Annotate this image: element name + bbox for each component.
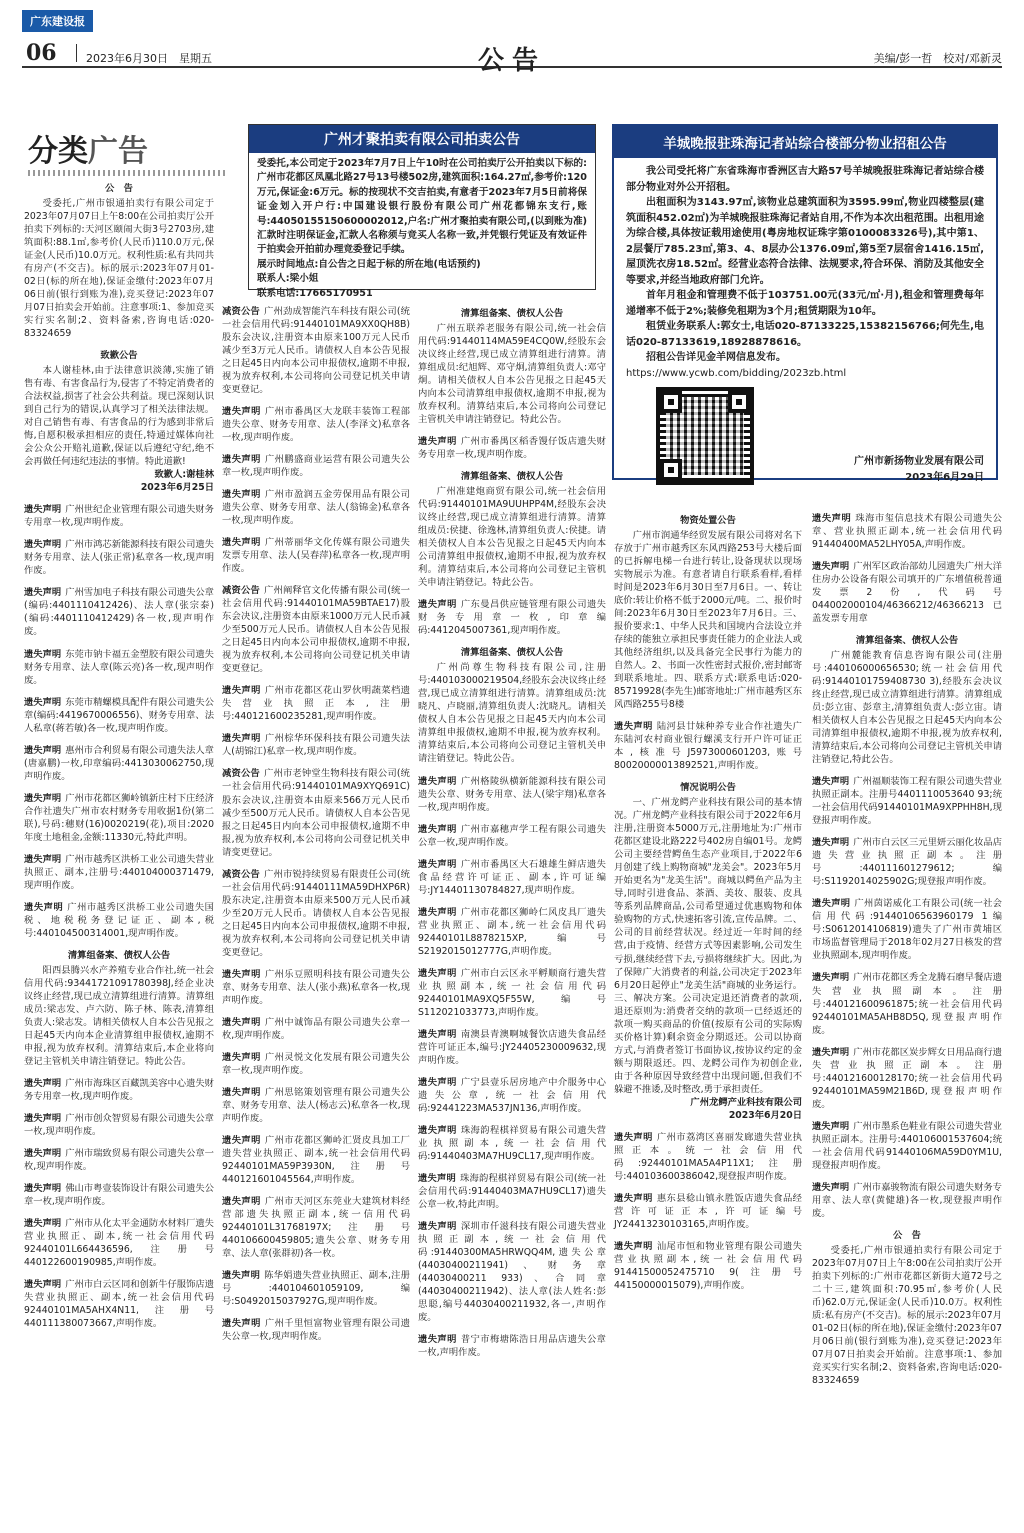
statement-tag: 遗失声明 xyxy=(222,406,261,418)
notice-title: 清算组备案、债权人公告 xyxy=(67,949,171,961)
loss-statement xyxy=(812,775,1002,827)
notice-title: 清算组备案、债权人公告 xyxy=(460,308,564,319)
notice-body: 广州准建炮商贸有限公司,统一社会信用代码:91440101MA9UUHPP4M,经股东会决议终止经营,现已成立清算组进行清算。清算组成员:侯捷、徐逸林,清算组负责人:侯捷。请相关债权人自本公告见报之日起45天内向本公司清算组申报债权,逾期不申报,视为放弃权利。清算结束后,本公司将向公司登记主管机关申请注销登记。特此公告。 xyxy=(418,486,606,589)
statement-tag: 遗失声明 xyxy=(418,1220,457,1232)
statement-tag: 减资公告 xyxy=(222,768,260,780)
loss-statement xyxy=(812,897,1002,962)
notice-title: 公 告 xyxy=(893,1229,921,1241)
statement-tag: 减资公告 xyxy=(222,306,260,317)
loss-statement xyxy=(24,1278,214,1330)
statement-tag: 遗失声明 xyxy=(222,1195,261,1207)
statement-tag: 遗失声明 xyxy=(222,968,261,980)
loss-statement xyxy=(222,1016,410,1042)
statement-tag: 遗失声明 xyxy=(222,1051,261,1063)
notice-body: 本人谢桂林,由于法律意识淡薄,实施了销售有毒、有害食品行为,侵害了不特定消费者的合法权益,损害了社会公共利益。现已深刻认识到自己行为的错误,认真学习了相关法律法规。对自己销售有毒、有害食品的行为感到非常后悔,自愿积极承担相应的责任,特通过媒体向社会公众公开赔礼道歉,保证以后遵纪守纪,绝不会再做任何违纪违法的事情。特此道歉! xyxy=(24,365,214,468)
statement-text: 广州市瑞致贸易有限公司遗失公章一枚,现声明作废。 xyxy=(24,1148,214,1173)
statement-text: 广东曼昌供应链管理有限公司遗失财务专用章一枚,印章编码:4412045007361,现声明作废。 xyxy=(418,599,606,637)
statement-tag: 遗失声明 xyxy=(24,1112,62,1124)
statement-tag: 遗失声明 xyxy=(222,685,261,697)
loss-statement xyxy=(812,1046,1002,1111)
statement-text: 广州市花都区花山罗伙明蔬菜档遗失营业执照正本,注册号:440121600235281,现声明作废。 xyxy=(222,685,410,723)
statement-tag: 遗失声明 xyxy=(418,1334,457,1346)
statement-tag: 遗失声明 xyxy=(222,489,261,501)
statement-text: 广州市创众智贸易有限公司遗失公章一枚,现声明作废。 xyxy=(24,1112,214,1137)
loss-statement xyxy=(812,1120,1002,1172)
auction-notice-2 xyxy=(812,1229,1002,1387)
column-3 xyxy=(418,305,606,1368)
loss-statement xyxy=(24,538,214,577)
statement-text: 广州市老钟堂生物科技有限公司(统一社会信用代码:91440101MA9XYQ691C)股东会决议,注册资本由原来566万元人民币减少至500万元人民币。请债权人自本公告见报之日起45日内向本公司申报债权,逾期不申报,视为放弃权利,本公司将向公司登记机关申请变更登记。 xyxy=(222,768,410,858)
auction-viewing: 展示时间地点:自公告之日起于标的所在地(电话预约) xyxy=(257,258,481,270)
loss-statement xyxy=(418,1172,606,1211)
auction-notice-title: 广州才聚拍卖有限公司拍卖公告 xyxy=(249,125,595,153)
statement-tag: 遗失声明 xyxy=(812,776,850,788)
statement-text: 广州市荔湾区喜丽发廊遗失营业执照正本。统一社会信用代码:92440101MA5A4P11X1;注册号:440103600386042,现登报声明作废。 xyxy=(614,1131,802,1182)
loss-statement xyxy=(614,1240,802,1292)
loss-statement xyxy=(812,836,1002,888)
category-title xyxy=(28,126,148,170)
loss-statement xyxy=(24,503,214,529)
statement-text: 广州市花都区狮岭汇贤皮具加工厂遗失营业执照正、副本,统一社会信用代码92440101MA59P3930N,注册号440121601045564,声明作废。 xyxy=(222,1134,410,1185)
statement-tag: 遗失声明 xyxy=(222,1134,261,1146)
statement-text: 广州雪加电子科技有限公司遗失公章(编码:4401110412426)、法人章(张宗泰)(编码:4401110412429)各一枚,现声明作废。 xyxy=(24,587,214,638)
loss-statement xyxy=(24,792,214,844)
tender-company: 广州市新扬物业发展有限公司 xyxy=(854,456,984,467)
loss-statement xyxy=(222,868,410,959)
statement-text: 广州市墨系色鞋业有限公司遗失营业执照正副本。注册号:440106001537604;统一社会信用代码91440106MA59D0YM1U,现登报声明作废。 xyxy=(812,1120,1002,1171)
tender-url[interactable]: https://www.ycwb.com/bidding/2023zb.html xyxy=(626,367,847,379)
loss-statement xyxy=(24,901,214,940)
loss-statement xyxy=(222,488,410,527)
statement-tag: 遗失声明 xyxy=(812,972,850,984)
statement-text: 深圳市仟滋科技有限公司遗失营业执照正副本,统一社会信用代码:91440300MA5HRWQQ4M,遗失公章(44030400211941)、财务章(44030400211 933)、合同章(44030400211942)、法人章(法人姓名:彭思聪,编号44030400211932,各一,声明作废。 xyxy=(418,1220,606,1324)
statement-text: 广州世纪企业管理有限公司遗失财务专用章一枚,现声明作废。 xyxy=(24,504,214,529)
column-5 xyxy=(812,512,1002,1396)
loss-statement xyxy=(614,720,802,772)
asset-disposal-notice xyxy=(614,514,802,711)
statement-tag: 遗失声明 xyxy=(24,1148,62,1159)
loss-statement xyxy=(24,586,214,638)
statement-text: 普宁市梅塘陈浩日用品店遗失公章一枚,声明作废。 xyxy=(418,1334,606,1359)
statement-tag: 遗失声明 xyxy=(222,454,261,466)
liquidation-notice xyxy=(418,470,606,589)
statement-text: 广州市天河区东莞业大建筑材料经营部遗失执照正副本,统一信用代码92440101L31768197X;注册号440106600459805;遗失公章、财务专用章、法人章(张群初)各一枚。 xyxy=(222,1195,410,1259)
tender-para-4: 租赁业务联系人:郭女士,电话020-87133225,15382156766;何先生,电话020-87133619,18928878616。 xyxy=(626,321,984,348)
statement-tag: 遗失声明 xyxy=(812,513,852,524)
statement-tag: 遗失声明 xyxy=(222,1269,261,1281)
apology-date: 2023年6月25日 xyxy=(140,482,214,494)
statement-text: 东莞市钠卡福五金塑胶有限公司遗失财务专用章、法人章(陈云亮)各一枚,现声明作废。 xyxy=(24,648,214,686)
loss-statement xyxy=(418,1333,606,1359)
statement-text: 惠州市合利贸易有限公司遗失法人章(唐嘉鹏)一枚,印章编码:4413030062750,现声明作废。 xyxy=(24,744,214,782)
loss-statement xyxy=(222,1134,410,1186)
statement-text: 惠东县稔山镇永胜饭店遗失食品经营许可证正本,许可证编号JY24413230103165,声明作废。 xyxy=(614,1192,802,1230)
statement-text: 广州市番禺区大龙联丰装饰工程部遗失公章、财务专用章、法人(李泽文)私章各一枚,现声明作废。 xyxy=(222,406,410,444)
statement-text: 广州军区政治部幼儿园遗失广州大洋住房办公设备有限公司填开的广东增值税普通发票2份,代码号044002000104/46366212/46366213已盖发票专用章 xyxy=(812,561,1002,625)
notice-body: 一、广州龙鳄产业科技有限公司的基本情况。广州龙鳄产业科技有限公司于2022年6月注册,注册资本5000万元,注册地址为:广州市花都区建设北路222号402房自编01号。龙鳄公司主要经营鳄鱼生态产业项目,于2022年6月创建了线上购物商城"龙美会"。2023年5月开始更名为"龙美生活"。商城以鳄鱼产品为主导,同时引进食品、茶酒、美妆、服装、皮具等系列品牌商品,公司希望通过优惠购物和体验购物的方式,快速拓客引流,宣传品牌。二、公司的目前经营状况。经过近一年时间的经营,由于疫情、经营方式等因素影响,公司发生亏损,继续经营下去,亏损将继续扩大。因此,为了保障广大消费者的利益,公司决定于2023年6月20日起停止"龙美生活"商城的业务运行。三、解决方案。公司决定退还消费者的款项,退还原则为:消费者交纳的款项一已经返还的款项一购买商品的价值(按原有公司的实际购买价格计算)剩余资金分期返还。公司以协商方式,与消费者签订书面协议,按协议约定的金额与期限返还。四、龙鳄公司作为初创企业,由于各种原因导致经营中出现问题,但我们不躲避不推诿,及时整改,勇于承担责任。 xyxy=(614,797,802,1095)
loss-statement xyxy=(222,1086,410,1125)
loss-statement xyxy=(222,584,410,675)
liquidation-notice xyxy=(418,646,606,765)
statement-tag: 遗失声明 xyxy=(24,1218,62,1230)
auction-contact: 联系人:梁小姐 xyxy=(257,273,319,285)
notice-body: 广州麓能教育信息咨询有限公司(注册号:440106000656530;统一社会信用代码:91440101759408730 3),经股东会决议终止经营,现已成立清算组进行清算。清算组成员:彭立宙、彭章主,清算组负责人:彭立宙。请相关债权人自本公告见报之日起45天内向本公司清算组申报债权,逾期不申报,视为放弃权利,清算结束后,本公司将向公司登记主管机关申请注销登记,特此公告。 xyxy=(812,650,1002,766)
statement-tag: 遗失声明 xyxy=(614,1131,653,1143)
statement-text: 广州市花都区秀全龙腾石磨早餐店遗失营业执照副本。注册号:440121600961875;统一社会信用代码92440101MA5AHB8D5Q,现登报声明作废。 xyxy=(812,972,1002,1036)
statement-text: 广州市番禺区大石雄雄生鲜店遗失食品经营许可证正、副本,许可证编号:JY14401130784827,现声明作废。 xyxy=(418,858,606,896)
tender-para-3: 首年月租金和管理费不低于103751.00元(33元/㎡·月),租金和管理费每年递增率不低于2%;装修免租期为3个月;租赁期限为10年。 xyxy=(626,290,984,317)
statement-text: 广州千里恒富物业管理有限公司遗失公章一枚,现声明作废。 xyxy=(222,1318,410,1343)
statement-tag: 遗失声明 xyxy=(418,1076,457,1088)
statement-tag: 遗失声明 xyxy=(418,967,457,979)
notice-title: 清算组备案、债权人公告 xyxy=(460,471,564,483)
statement-text: 广宁县壹乐居房地产中介服务中心遗失公章,统一社会信用代码:92441223MA537JN136,声明作废。 xyxy=(418,1076,606,1114)
statement-tag: 遗失声明 xyxy=(614,1240,653,1252)
loss-statement xyxy=(812,512,1002,551)
qr-code-icon xyxy=(656,387,754,485)
loss-statement xyxy=(222,767,410,858)
notice-body: 广州市润通华经贸发展有限公司将对名下存放于广州市越秀区东风西路253号大楼后面的已拆解电梯一台进行转让,设备现状以现场实物展示为准。有意者请自行联系看样,看样时间是2023年6月30日至7月6日。一、转让底价:转让价格不低于2000元/吨。二、报价时间:2023年6月30日至2023年7月6日。三、报价要求:1、中华人民共和国境内合法设立并存续的能独立承担民事责任能力的企业法人或其他经济组织,以及具备完全民事行为能力的自然人。2、书面一次性密封式报价,密封邮寄到联系地址。四、联系方式:联系电话:020-85719928(李先生)邮寄地址:广州市越秀区东风西路255号8楼 xyxy=(614,530,802,711)
statement-text: 广州茵诺威化工有限公司(统一社会信用代码:91440106563960179 1编号:S0612014106819)遗失了广州市黄埔区市场监督管理局于2018年02月27日核发的营业执照副本,现声明作废。 xyxy=(812,898,1002,962)
column-2 xyxy=(222,305,410,1352)
section-title: 公告 xyxy=(477,46,546,76)
loss-statement xyxy=(24,1217,214,1269)
statement-tag: 遗失声明 xyxy=(24,504,62,516)
statement-text: 广州阐释官文化传播有限公司(统一社会信用代码:91440101MA59BTAE17)股东会决议,注册资本由原来1000万元人民币减少至500万元人民币。请债权人自本公告见报之日起45日内向本公司申报债权,逾期不申报,视为放弃权利,本公司将向公司登记机关申请变更登记。 xyxy=(222,585,410,675)
notice-body: 受委托,广州市银通拍卖行有限公司定于2023年07月07日上午8:00在公司拍卖厅公开拍卖下列标的:广州市花都区新街大道72号之二十三,建筑面积:70.95㎡,参考价(人民币)62.0万元,保证金(人民币)10.0万。权利性质:私有房产(不交吉)。标的展示:2023年07月01-02日(标的所在地),保证金缴付:2023年07月06日前(银行到账为准),竞买登记:2023年07月07日拍卖会开始前。注意事项:1、参加竞买实行实名制;2、资料备索,咨询电话:020-83324659 xyxy=(812,1244,1002,1386)
statement-tag: 遗失声明 xyxy=(24,587,62,599)
statement-tag: 遗失声明 xyxy=(222,1086,261,1098)
statement-text: 广州格陵纵横新能源科技有限公司遗失公章、财务专用章、法人(梁宇翔)私章各一枚,现声明作废。 xyxy=(418,775,606,813)
statement-text: 广州灵悦文化发展有限公司遗失公章一枚,现声明作废。 xyxy=(222,1051,410,1076)
tender-date: 2023年6月29日 xyxy=(905,471,984,483)
loss-statement xyxy=(418,1220,606,1324)
statement-tag: 遗失声明 xyxy=(24,744,62,756)
notice-body: 广州五联养老服务有限公司,统一社会信用代码:91440114MA59E4CQ0W,经股东会决议终止经营,现已成立清算组进行清算。清算组成员:纪旭辉、邓守炯,清算组负责人:邓守炯。请相关债权人自本公告见报之日起45天内向本公司清算组申报债权,逾期不申报,视为放弃权利。清算结束后,本公司将向公司登记主管机关申请注销登记。特此公告。 xyxy=(418,323,606,426)
notice-body: 阳西县腾兴水产养殖专业合作社,统一社会信用代码:93441721091780398J,经企业决议终止经营,现已成立清算组进行清算。清算组成员:梁志发、卢六防、陈子林、陈表,清算组负责人:梁志发。请相关债权人自本公告见报之日起45天内向本企业清算组申报债权,逾期不申报,视为放弃权利。清算结束后,本企业将向登记主管机关申请注销登记。特此公告。 xyxy=(24,964,214,1067)
statement-tag: 遗失声明 xyxy=(418,823,457,835)
statement-text: 广州市越秀区洪桥工业公司遗失营业执照正、副本,注册号:440104000371479,现声明作废。 xyxy=(24,853,214,891)
loss-statement xyxy=(222,1051,410,1077)
auction-notice-box xyxy=(248,124,596,299)
page-header xyxy=(22,10,1002,76)
statement-text: 广州市嘉穗声学工程有限公司遗失公章一枚,现声明作废。 xyxy=(418,823,606,848)
tender-para-5: 招租公告详见金羊网信息发布。 xyxy=(646,352,786,363)
statement-tag: 遗失声明 xyxy=(812,1181,850,1193)
statement-tag: 遗失声明 xyxy=(418,858,457,870)
loss-statement xyxy=(24,853,214,892)
notice-title: 清算组备案、债权人公告 xyxy=(460,647,564,659)
loss-statement xyxy=(222,536,410,575)
loss-statement xyxy=(418,906,606,958)
notice-title: 公 告 xyxy=(105,183,133,194)
statement-text: 广州福顺装饰工程有限公司遗失营业执照正副本。注册号4401110053640 93;统一社会信用代码91440101MA9XPPHH8H,现登报声明作废。 xyxy=(812,776,1002,827)
loss-statement xyxy=(222,305,410,396)
newspaper-name: 广东建设报 xyxy=(22,10,93,32)
statement-tag: 遗失声明 xyxy=(614,721,653,733)
statement-tag: 减资公告 xyxy=(222,585,260,597)
statement-tag: 遗失声明 xyxy=(24,1279,62,1291)
loss-statement xyxy=(222,405,410,444)
situation-date: 2023年6月20日 xyxy=(728,1109,802,1121)
statement-text: 陆河县廿妹种养专业合作社遗失广东陆河农村商业银行螺溪支行开户许可证正本,核准号J5973000601203,账号80020000013892521,声明作废。 xyxy=(614,721,802,772)
statement-text: 佛山市粤壹装饰设计有限公司遗失公章一枚,现声明作废。 xyxy=(24,1183,214,1208)
notice-title: 清算组备案、债权人公告 xyxy=(855,635,959,647)
loss-statement xyxy=(24,1077,214,1103)
statement-text: 广州市嘉骏物流有限公司遗失财务专用章、法人章(黄健雄)各一枚,现登报声明作废。 xyxy=(812,1181,1002,1219)
loss-statement xyxy=(812,971,1002,1036)
loss-statement xyxy=(812,1181,1002,1220)
statement-text: 广州市番禺区稻香馒仔饭店遗失财务专用章一枚,现声明作废。 xyxy=(418,436,606,461)
loss-statement xyxy=(614,1192,802,1231)
tender-notice-box xyxy=(612,124,998,483)
statement-text: 广州市花都区狮岭镇新庄村下庄经济合作社遗失广州市农村财务专用收据1份(第二联),号码:穗财(16)0020219(花),项目:2020年度土地租金,金额:11330元,特此声明。 xyxy=(24,792,214,843)
statement-tag: 遗失声明 xyxy=(24,1077,62,1089)
statement-tag: 遗失声明 xyxy=(418,1172,456,1184)
statement-tag: 遗失声明 xyxy=(24,539,62,551)
statement-text: 广州市白云区三元里妍云丽化妆品店遗失营业执照正副本。注册号:440111601279612;编号:S1192014025902G;现登报声明作废。 xyxy=(812,837,1002,888)
statement-text: 陈华娟遗失营业执照正、副本,注册号:440104601059109,编号:S0492015037927G,现声明作废。 xyxy=(222,1269,410,1308)
statement-tag: 遗失声明 xyxy=(24,696,62,708)
statement-tag: 减资公告 xyxy=(222,868,260,880)
loss-statement xyxy=(418,1028,606,1067)
notice-title: 致歉公告 xyxy=(100,350,138,362)
loss-statement xyxy=(418,435,606,461)
loss-statement xyxy=(222,732,410,758)
issue-date: 2023年6月30日 星期五 xyxy=(86,52,212,65)
category-title-part1: 分类 xyxy=(28,134,88,169)
loss-statement xyxy=(418,858,606,897)
statement-tag: 遗失声明 xyxy=(418,436,457,448)
liquidation-notice xyxy=(812,634,1002,766)
statement-tag: 遗失声明 xyxy=(418,1028,457,1040)
statement-text: 南澳县青澳啊城餐饮店遗失食品经营许可证正本,编号:JY24405230009632,现声明作废。 xyxy=(418,1028,606,1066)
loss-statement xyxy=(418,598,606,637)
statement-tag: 遗失声明 xyxy=(222,1318,261,1330)
statement-text: 广州市海珠区百藏凯美容中心遗失财务专用章一枚,现声明作废。 xyxy=(24,1077,214,1102)
statement-text: 汕尾市恒和物业管理有限公司遗失营业执照副本,统一社会信用代码91441500052475710 9(注册号44150000015079),声明作废。 xyxy=(614,1240,802,1291)
statement-text: 广州市鸿芯新能源科技有限公司遗失财务专用章、法人(张正常)私章各一枚,现声明作废。 xyxy=(24,539,214,577)
loss-statement xyxy=(418,1124,606,1163)
statement-text: 广州鹏盛商业运营有限公司遗失公章一枚,现声明作废。 xyxy=(222,454,410,479)
loss-statement xyxy=(614,1131,802,1183)
category-title-part2: 广告 xyxy=(88,134,148,169)
loss-statement xyxy=(222,453,410,479)
auction-notice-body: 受委托,本公司定于2023年7月7日上午10时在公司拍卖厅公开拍卖以下标的: 广州市花都区凤凰北路27号13号楼502房,建筑面积:164.27㎡,参考价:120万元,保证金:6万元。标的按现状不交吉拍卖,有意者于2023年7月5日前将保证金划入开户行:中国建设银行股份有限公司广州花都锦东支行,账号:44050155150600002012,户名:广州才聚拍卖有限公司,(以到账为准)汇款时注明保证金,汇款人名称须与竞买人名称一致,并凭银行凭证及有效证件于拍卖会开拍前办理竞委登记手续。 xyxy=(257,158,587,256)
notice-body: 受委托,广州市银通拍卖行有限公司定于2023年07月07日上午8:00在公司拍卖厅公开拍卖下列标的:天河区颐闹大街3号2703房,建筑面积:88.1㎡,参考价(人民币)110.0万元,保证金(人民币)10.0万元。权利性质:私有共同共有房产(不交吉)。标的展示:2023年07月01-02日(标的所在地),保证金缴付:2023年07月06日前(银行到账为准),竞买登记:2023年07月07日拍卖会开始前。注意事项:1、参加竞买实行实名制;2、资料备索,咨询电话:020-83324659 xyxy=(24,198,214,340)
statement-text: 广州市花都区狮岭仁风皮具厂遗失营业执照正、副本,统一社会信用代码92440101L8878215XP,编号S2192015012777G,声明作废。 xyxy=(418,906,606,957)
tender-notice-title: 羊城晚报驻珠海记者站综合楼部分物业招租公告 xyxy=(614,126,996,158)
loss-statement xyxy=(24,1147,214,1173)
statement-tag: 遗失声明 xyxy=(418,599,457,611)
loss-statement xyxy=(222,1269,410,1308)
loss-statement xyxy=(222,968,410,1007)
loss-statement xyxy=(24,744,214,783)
loss-statement xyxy=(418,775,606,814)
statement-tag: 遗失声明 xyxy=(812,1120,850,1132)
statement-text: 广州市盈润五金劳保用品有限公司遗失公章、财务专用章、法人(翁锦金)私章各一枚,现声明作废。 xyxy=(222,489,410,527)
situation-signer: 广州龙鳄产业科技有限公司 xyxy=(690,1096,802,1108)
statement-text: 东莞市精螺模具配件有限公司遗失公章(编码:4419670006556)、财务专用章、法人私章(蒋若敏)各一枚,现声明作废。 xyxy=(24,696,214,734)
auction-phone: 联系电话:17665170951 xyxy=(257,287,373,299)
loss-statement xyxy=(24,1112,214,1138)
loss-statement xyxy=(418,967,606,1019)
loss-statement xyxy=(418,823,606,849)
apology-notice xyxy=(24,349,214,494)
liquidation-notice xyxy=(418,307,606,426)
situation-notice xyxy=(614,781,802,1121)
category-title-decoration xyxy=(28,170,228,176)
statement-tag: 遗失声明 xyxy=(24,901,64,913)
statement-text: 珠海韵程棋祥贸易有限公司遗失营业执照副本,统一社会信用代码:91440403MA7HU9CL17,现声明作废。 xyxy=(418,1124,606,1162)
auction-notice-1 xyxy=(24,182,214,340)
tender-para-2: 出租面积为3143.97㎡,该物业总建筑面积为3595.99㎡,物业四楼整层(建筑面积452.02㎡)为羊城晚报驻珠海记者站自用,不作为本次出租范围。出租用途为综合楼,具体按证载用途使用(粤房地权证珠字第0100083326号),其中第1、2层餐厅785.23㎡,第3、4、8层办公1376.09㎡,第5至7层宿舍1416.15㎡,屋顶洗衣房18.52㎡。经营业态符合法律、法规要求,符合环保、消防及其他安全等要求,并经当地政府部门允许。 xyxy=(626,197,984,286)
statement-tag: 遗失声明 xyxy=(812,898,851,910)
statement-tag: 遗失声明 xyxy=(812,1046,850,1058)
notice-body: 广州尚尊生物科技有限公司,注册号:440103000219504,经股东会决议终止经营,现已成立清算组进行清算。清算组成员:沈晓凡、卢晓丽,清算组负责人:沈晓凡。请相关债权人自本公告见报之日起45天内向本公司清算组申报债权,逾期不申报,视为放弃权利。清算结束后,本公司将向公司登记主管机关申请注销登记。特此公告。 xyxy=(418,662,606,765)
statement-tag: 遗失声明 xyxy=(24,1183,62,1195)
statement-text: 珠海市玺信息技术有限公司遗失公章、营业执照正副本,统一社会信用代码91440400MA52LHY05A,声明作废。 xyxy=(812,513,1002,551)
statement-text: 广州市从化太平金通防水材料厂遗失营业执照正、副本,统一社会信用代码92440101L664436596,注册号440122600190985,声明作废。 xyxy=(24,1218,214,1269)
statement-text: 广州市白云区永平孵顺商行遗失营业执照副本,统一社会信用代码92440101MA9XQ5F55W,编号S112021033773,声明作废。 xyxy=(418,967,606,1018)
loss-statement xyxy=(24,1182,214,1208)
statement-tag: 遗失声明 xyxy=(24,648,62,660)
statement-tag: 遗失声明 xyxy=(812,837,850,849)
notice-title: 物资处置公告 xyxy=(680,515,736,526)
statement-text: 广州市越秀区洪桥工业公司遗失国税、地税税务登记证正、副本,税号:440104500314001,现声明作废。 xyxy=(24,901,214,939)
statement-text: 广州劲成智能汽车科技有限公司(统一社会信用代码:91440101MA9XX0QH8B)股东会决议,注册资本由原来100万元人民币减少至3万元人民币。请债权人自本公告见报之日起45日内向本公司申报债权,逾期不申报,视为放弃权利,本公司将向公司登记机关申请变更登记。 xyxy=(222,306,410,396)
statement-text: 广州市锐持续贸易有限责任公司(统一社会信用代码:91440111MA59DHXP6R)股东决定,注册资本由原来500万元人民币减少至20万元人民币。请债权人自本公告见报之日起45日内向本公司申报债权,逾期不申报,视为放弃权利,本公司将向公司登记机关申请变更登记。 xyxy=(222,868,410,958)
column-4 xyxy=(614,512,802,1301)
loss-statement xyxy=(222,1195,410,1260)
statement-tag: 遗失声明 xyxy=(222,537,261,549)
statement-tag: 遗失声明 xyxy=(418,775,457,787)
statement-tag: 遗失声明 xyxy=(418,906,457,918)
statement-text: 广州市花都区炭步辉女日用品商行遗失营业执照正副本。注册号:440121600128170;统一社会信用代码92440101MA59M21B6D,现登报声明作废。 xyxy=(812,1046,1002,1110)
liquidation-notice xyxy=(24,949,214,1068)
statement-tag: 遗失声明 xyxy=(222,733,261,745)
statement-text: 广州蒂丽华文化传媒有限公司遗失发票专用章、法人(吴春萍)私章各一枚,现声明作废。 xyxy=(222,537,410,575)
statement-tag: 遗失声明 xyxy=(24,792,62,804)
loss-statement xyxy=(222,1317,410,1343)
column-1 xyxy=(24,180,214,1339)
statement-text: 广州中诚饰品有限公司遗失公章一枚,现声明作废。 xyxy=(222,1016,410,1041)
notice-title: 情况说明公告 xyxy=(680,782,736,794)
loss-statement xyxy=(222,684,410,723)
statement-tag: 遗失声明 xyxy=(222,1016,261,1028)
loss-statement xyxy=(812,560,1002,625)
editor-credits: 美编/彭一哲 校对/邓新灵 xyxy=(873,52,1002,65)
loss-statement xyxy=(24,648,214,687)
apology-signer: 致歉人:谢桂林 xyxy=(154,469,214,481)
page-number: 06 xyxy=(26,40,57,66)
statement-text: 广州乐豆照明科技有限公司遗失公章、财务专用章、法人(张小燕)私章各一枚,现声明作废。 xyxy=(222,968,410,1006)
statement-tag: 遗失声明 xyxy=(614,1192,653,1204)
statement-text: 珠海韵程棋祥贸易有限公司(统一社会信用代码:91440403MA7HU9CL17)遗失公章一枚,特此声明。 xyxy=(418,1172,606,1210)
statement-tag: 遗失声明 xyxy=(24,853,62,865)
tender-para-1: 我公司受托将广东省珠海市香洲区吉大路57号羊城晚报驻珠海记者站综合楼部分物业对外公开招租。 xyxy=(626,166,984,193)
statement-text: 广州棕华环保科技有限公司遗失法人(胡锦江)私章一枚,现声明作废。 xyxy=(222,733,410,758)
loss-statement xyxy=(24,696,214,735)
statement-tag: 遗失声明 xyxy=(418,1124,457,1136)
loss-statement xyxy=(418,1076,606,1115)
statement-text: 广州思铭策划管理有限公司遗失公章、财务专用章、法人(杨志云)私章各一枚,现声明作废。 xyxy=(222,1086,410,1124)
statement-text: 广州市白云区同和创新牛仔服饰店遗失营业执照正、副本,统一社会信用代码92440101MA5AHX4N11,注册号440111380073667,声明作废。 xyxy=(24,1279,214,1330)
statement-tag: 遗失声明 xyxy=(812,561,850,573)
